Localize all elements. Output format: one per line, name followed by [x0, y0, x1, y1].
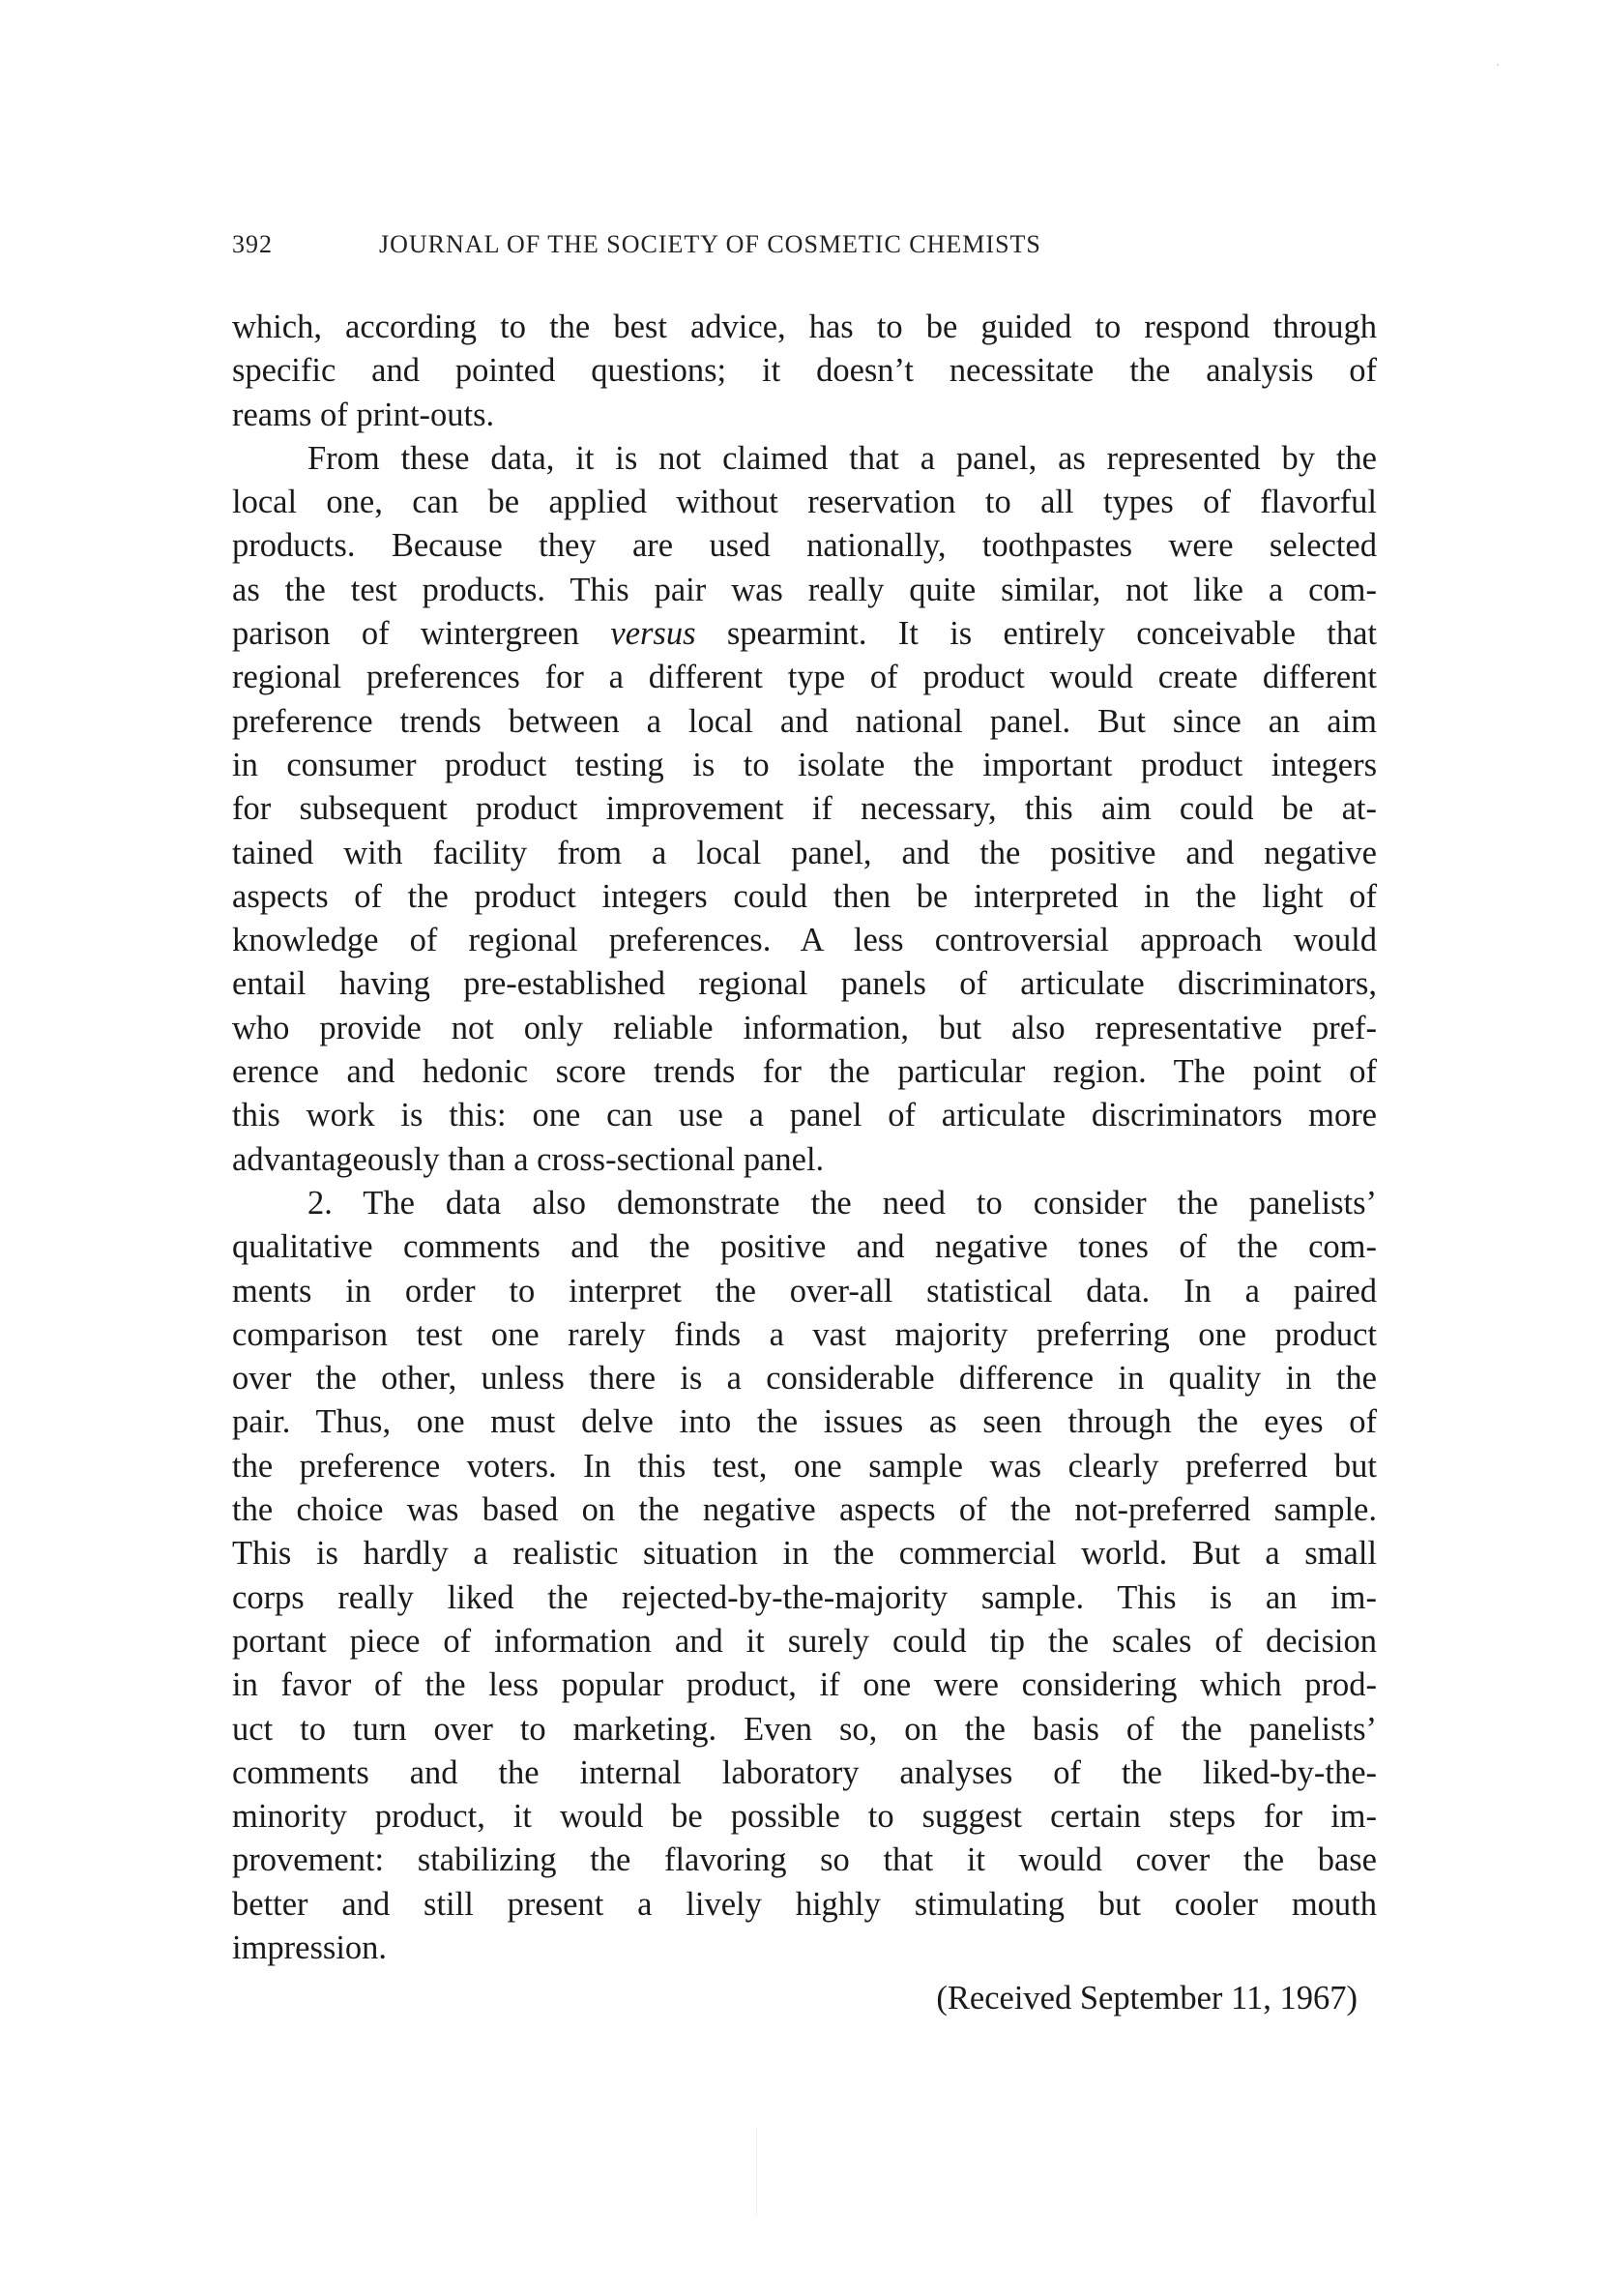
text-line: this work is this: one can use a panel of articulate discriminators more	[232, 1097, 1377, 1134]
text-line: local one, can be applied without reservation to all types of flavorful	[232, 484, 1377, 521]
text-line: entail having pre-established regional panels of articulate discriminators,	[232, 965, 1377, 1003]
text-line: This is hardly a realistic situation in the commercial world. But a small	[232, 1535, 1377, 1573]
text-line: impression.	[232, 1928, 388, 1966]
text-line: qualitative comments and the positive and negative tones of the com-	[232, 1228, 1377, 1266]
text-line: 2. The data also demonstrate the need to consider the panelists’	[307, 1184, 1377, 1222]
text-line: erence and hedonic score trends for the particular region. The point of	[232, 1053, 1377, 1091]
text-line: preference trends between a local and national panel. But since an aim	[232, 702, 1377, 740]
text-line: for subsequent product improvement if necessary, this aim could be at-	[232, 790, 1377, 828]
text-line: advantageously than a cross-sectional panel.	[232, 1140, 825, 1178]
received-date: (Received September 11, 1967)	[936, 1980, 1358, 2016]
text-line: products. Because they are used nationally, toothpastes were selected	[232, 527, 1377, 565]
italic-term: versus	[610, 615, 696, 653]
text-line: who provide not only reliable information, but also representative pref-	[232, 1009, 1377, 1046]
scan-mark	[756, 2128, 757, 2215]
text-line: corps really liked the rejected-by-the-majority sample. This is an im-	[232, 1578, 1377, 1616]
text-line: in favor of the less popular product, if one were considering which prod-	[232, 1666, 1377, 1704]
text-line: the preference voters. In this test, one sample was clearly preferred but	[232, 1447, 1377, 1485]
text-line: pair. Thus, one must delve into the issues as seen through the eyes of	[232, 1403, 1377, 1441]
text-line: minority product, it would be possible to suggest certain steps for im-	[232, 1798, 1377, 1836]
text-line: over the other, unless there is a considerable difference in quality in the	[232, 1360, 1377, 1398]
text-line: as the test products. This pair was really quite similar, not like a com-	[232, 571, 1377, 608]
text-line: reams of print-outs.	[232, 396, 495, 433]
line-text: spearmint. It is entirely conceivable that	[726, 615, 1377, 653]
journal-title: JOURNAL OF THE SOCIETY OF COSMETIC CHEMISTS	[379, 230, 1041, 258]
text-line: the choice was based on the negative aspects of the not-preferred sample.	[232, 1491, 1377, 1529]
running-header	[232, 230, 1383, 259]
text-line: ments in order to interpret the over-all statistical data. In a paired	[232, 1272, 1377, 1310]
text-line: tained with facility from a local panel, and the positive and negative	[232, 834, 1377, 871]
text-line: knowledge of regional preferences. A less controversial approach would	[232, 922, 1377, 959]
text-line	[232, 612, 1377, 656]
text-line: comments and the internal laboratory analyses of the liked-by-the-	[232, 1753, 1377, 1791]
text-line: regional preferences for a different type of product would create different	[232, 659, 1377, 696]
article-body	[232, 306, 1377, 1970]
page-number: 392	[232, 230, 273, 258]
scan-speck	[1497, 64, 1499, 66]
text-line: aspects of the product integers could then be interpreted in the light of	[232, 877, 1377, 915]
text-line: better and still present a lively highly stimulating but cooler mouth	[232, 1885, 1377, 1923]
text-line: specific and pointed questions; it doesn’t necessitate the analysis of	[232, 352, 1377, 390]
line-text: parison of wintergreen	[232, 615, 580, 653]
text-line: uct to turn over to marketing. Even so, on the basis of the panelists’	[232, 1710, 1377, 1748]
text-line: provement: stabilizing the flavoring so that it would cover the base	[232, 1841, 1377, 1879]
text-line: From these data, it is not claimed that a panel, as represented by the	[307, 439, 1377, 477]
text-line: portant piece of information and it surely could tip the scales of decision	[232, 1622, 1377, 1660]
text-line: comparison test one rarely finds a vast majority preferring one product	[232, 1315, 1377, 1353]
text-line: in consumer product testing is to isolate the important product integers	[232, 746, 1377, 783]
text-line: which, according to the best advice, has to be guided to respond through	[232, 309, 1377, 345]
